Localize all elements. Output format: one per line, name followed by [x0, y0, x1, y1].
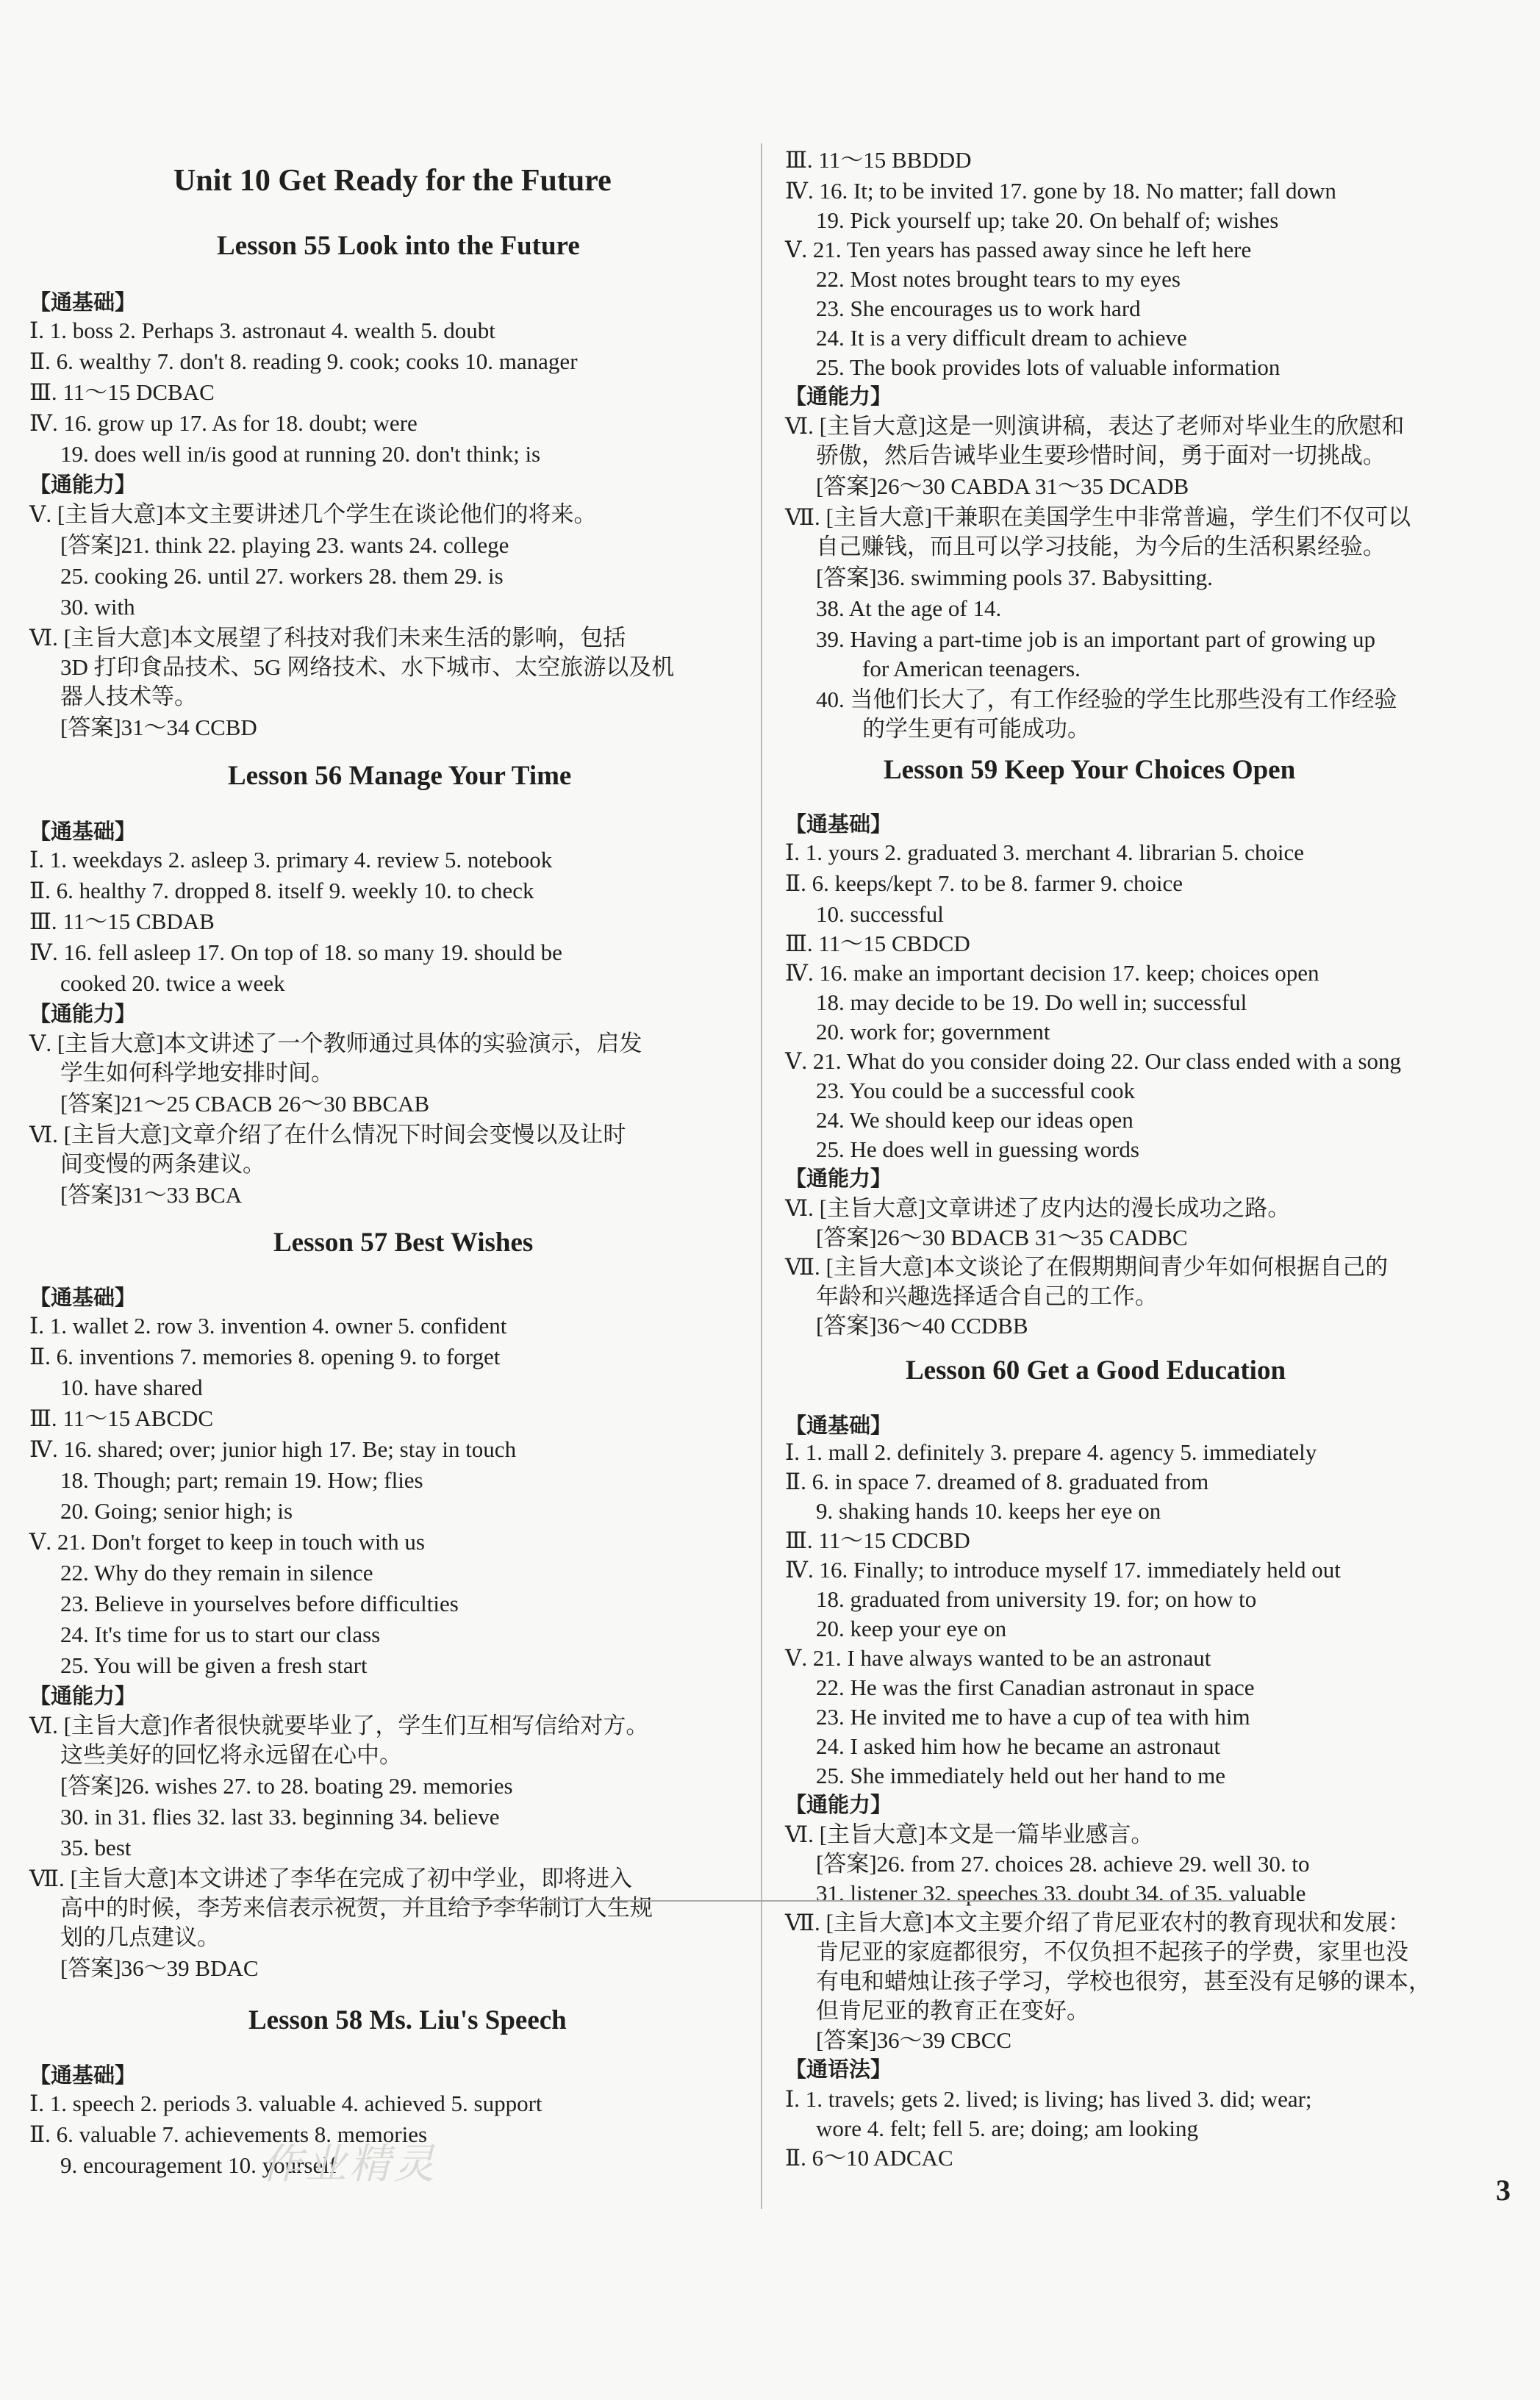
answer-line: Ⅴ. 21. What do you consider doing 22. Our class ended with a song	[785, 1048, 1402, 1074]
answer-line: Ⅴ. 21. I have always wanted to be an astronaut	[785, 1645, 1211, 1671]
answer-line: 20. work for; government	[816, 1019, 1050, 1045]
answer-line: Ⅲ. 11～15 BBDDD	[785, 147, 972, 173]
lesson-title: Lesson 56 Manage Your Time	[228, 761, 572, 791]
answer-line: [答案]36. swimming pools 37. Babysitting.	[816, 565, 1213, 590]
answer-line: 24. I asked him how he became an astronaut	[816, 1733, 1221, 1759]
answer-line: Ⅳ. 16. fell asleep 17. On top of 18. so many 19. should be	[29, 939, 562, 965]
section-heading: 【通能力】	[785, 1167, 892, 1191]
answer-line: cooked 20. twice a week	[60, 970, 285, 996]
answer-line: [答案]36～39 CBCC	[816, 2027, 1012, 2053]
answer-line: 24. We should keep our ideas open	[816, 1107, 1133, 1133]
section-heading: 【通基础】	[29, 1286, 137, 1310]
answer-line: 23. Believe in yourselves before difficulties	[60, 1591, 459, 1616]
section-heading: 【通能力】	[785, 385, 892, 409]
answer-line: 高中的时候，李芳来信表示祝贺，并且给予李华制订人生规	[60, 1895, 653, 1921]
answer-line: Ⅴ. 21. Ten years has passed away since he left here	[785, 237, 1252, 262]
answer-line: Ⅱ. 6. healthy 7. dropped 8. itself 9. weekly 10. to check	[29, 878, 534, 903]
answer-line: 22. Why do they remain in silence	[60, 1560, 373, 1586]
answer-line: 23. He invited me to have a cup of tea with him	[816, 1704, 1250, 1730]
answer-line: Ⅱ. 6～10 ADCAC	[785, 2145, 953, 2171]
answer-line: 39. Having a part-time job is an important part of growing up	[816, 626, 1376, 652]
answer-line: Ⅰ. 1. yours 2. graduated 3. merchant 4. librarian 5. choice	[785, 839, 1305, 865]
lesson-title: Lesson 60 Get a Good Education	[906, 1355, 1286, 1386]
answer-line: Ⅲ. 11～15 CBDAB	[29, 909, 215, 934]
answer-line: 38. At the age of 14.	[816, 595, 1002, 621]
section-heading: 【通能力】	[785, 1794, 892, 1817]
answer-line: 18. may decide to be 19. Do well in; successful	[816, 989, 1247, 1015]
answer-line: Ⅶ. [主旨大意]干兼职在美国学生中非常普遍，学生们不仅可以	[785, 504, 1411, 530]
answer-line: 25. You will be given a fresh start	[60, 1652, 368, 1678]
answer-line: 25. cooking 26. until 27. workers 28. them 29. is	[60, 563, 504, 589]
answer-line: 学生如何科学地安排时间。	[60, 1060, 334, 1086]
answer-line: 10. successful	[816, 901, 944, 927]
section-heading: 【通基础】	[785, 1414, 892, 1438]
answer-line: Ⅵ. [主旨大意]这是一则演讲稿，表达了老师对毕业生的欣慰和	[785, 413, 1405, 439]
answer-line: 23. She encourages us to work hard	[816, 295, 1141, 321]
column-divider	[761, 143, 762, 2209]
answer-line: 25. The book provides lots of valuable information	[816, 354, 1281, 380]
answer-line: 10. have shared	[60, 1375, 203, 1400]
answer-line: Ⅶ. [主旨大意]本文讲述了李华在完成了初中学业，即将进入	[29, 1866, 633, 1891]
answer-line: Ⅰ. 1. weekdays 2. asleep 3. primary 4. review 5. notebook	[29, 847, 553, 873]
answer-line: Ⅱ. 6. in space 7. dreamed of 8. graduated from	[785, 1469, 1209, 1494]
answer-line: 30. in 31. flies 32. last 33. beginning 34. believe	[60, 1804, 500, 1830]
answer-line: 19. Pick yourself up; take 20. On behalf of; wishes	[816, 207, 1279, 233]
answer-line: Ⅱ. 6. keeps/kept 7. to be 8. farmer 9. choice	[785, 870, 1183, 896]
answer-line: 35. best	[60, 1835, 132, 1860]
answer-line: 划的几点建议。	[60, 1924, 220, 1950]
section-heading: 【通能力】	[29, 1685, 137, 1708]
answer-line: 骄傲，然后告诫毕业生要珍惜时间，勇于面对一切挑战。	[816, 443, 1386, 468]
answer-line: [答案]26. from 27. choices 28. achieve 29. well 30. to	[816, 1851, 1310, 1877]
answer-line: Ⅳ. 16. Finally; to introduce myself 17. immediately held out	[785, 1557, 1341, 1583]
answer-line: Ⅴ. [主旨大意]本文讲述了一个教师通过具体的实验演示，启发	[29, 1031, 642, 1056]
answer-line: 24. It's time for us to start our class	[60, 1622, 381, 1647]
section-heading: 【通基础】	[29, 291, 137, 315]
answer-line: [答案]31～34 CCBD	[60, 714, 257, 740]
answer-line: 年龄和兴趣选择适合自己的工作。	[816, 1283, 1158, 1309]
answer-line: [答案]36～39 BDAC	[60, 1955, 259, 1981]
lesson-title: Lesson 59 Keep Your Choices Open	[884, 755, 1296, 785]
answer-line: 20. keep your eye on	[816, 1616, 1007, 1641]
answer-line: [答案]21. think 22. playing 23. wants 24. college	[60, 532, 509, 558]
answer-line: 40. 当他们长大了，有工作经验的学生比那些没有工作经验	[816, 687, 1397, 712]
answer-line: Ⅵ. [主旨大意]作者很快就要毕业了，学生们互相写信给对方。	[29, 1713, 649, 1738]
answer-line: 有电和蜡烛让孩子学习，学校也很穷，甚至没有足够的课本，	[816, 1969, 1431, 1994]
answer-line: Ⅲ. 11～15 ABCDC	[29, 1405, 214, 1431]
section-heading: 【通基础】	[29, 820, 137, 844]
answer-line: Ⅲ. 11～15 DCBAC	[29, 379, 215, 405]
answer-line: Ⅵ. [主旨大意]文章介绍了在什么情况下时间会变慢以及让时	[29, 1122, 626, 1147]
answer-line: [答案]31～33 BCA	[60, 1182, 243, 1208]
answer-line: 但肯尼亚的教育正在变好。	[816, 1998, 1089, 2024]
answer-line: 20. Going; senior high; is	[60, 1498, 293, 1524]
answer-line: 30. with	[60, 594, 135, 620]
answer-line: Ⅳ. 16. It; to be invited 17. gone by 18. No matter; fall down	[785, 178, 1336, 204]
answer-line: Ⅱ. 6. inventions 7. memories 8. opening 9. to forget	[29, 1344, 501, 1369]
section-heading: 【通基础】	[785, 813, 892, 837]
answer-line: Ⅵ. [主旨大意]本文是一篇毕业感言。	[785, 1822, 1154, 1847]
answer-line: [答案]26. wishes 27. to 28. boating 29. memories	[60, 1773, 513, 1799]
lesson-title: Lesson 57 Best Wishes	[273, 1228, 534, 1258]
answer-line: Ⅳ. 16. make an important decision 17. keep; choices open	[785, 960, 1319, 986]
answer-line: Ⅶ. [主旨大意]本文主要介绍了肯尼亚农村的教育现状和发展：	[785, 1910, 1411, 1935]
answer-line: 这些美好的回忆将永远留在心中。	[60, 1742, 402, 1768]
answer-line: 18. Though; part; remain 19. How; flies	[60, 1467, 423, 1493]
answer-line: for American teenagers.	[862, 656, 1081, 681]
page-number: 3	[1496, 2174, 1511, 2207]
answer-line: [答案]36～40 CCDBB	[816, 1313, 1028, 1339]
lesson-title: Lesson 55 Look into the Future	[217, 231, 580, 261]
unit-title: Unit 10 Get Ready for the Future	[173, 164, 612, 198]
answer-line: Ⅰ. 1. mall 2. definitely 3. prepare 4. agency 5. immediately	[785, 1439, 1317, 1465]
answer-line: 24. It is a very difficult dream to achieve	[816, 325, 1187, 351]
answer-line: 31. listener 32. speeches 33. doubt 34. of 35. valuable	[816, 1880, 1306, 1906]
answer-line: Ⅶ. [主旨大意]本文谈论了在假期期间青少年如何根据自己的	[785, 1254, 1389, 1280]
lesson-title: Lesson 58 Ms. Liu's Speech	[248, 2005, 567, 2035]
answer-line: Ⅲ. 11～15 CBDCD	[785, 931, 970, 956]
answer-line: Ⅱ. 6. valuable 7. achievements 8. memories	[29, 2121, 428, 2147]
answer-line: 的学生更有可能成功。	[862, 716, 1090, 742]
answer-line: 25. She immediately held out her hand to me	[816, 1763, 1226, 1788]
answer-line: [答案]26～30 BDACB 31～35 CADBC	[816, 1225, 1188, 1250]
answer-line: Ⅰ. 1. boss 2. Perhaps 3. astronaut 4. wealth 5. doubt	[29, 318, 495, 343]
answer-line: 3D 打印食品技术、5G 网络技术、水下城市、太空旅游以及机	[60, 654, 675, 680]
answer-line: 18. graduated from university 19. for; on how to	[816, 1586, 1257, 1612]
answer-line: Ⅰ. 1. wallet 2. row 3. invention 4. owner 5. confident	[29, 1313, 507, 1339]
section-heading: 【通能力】	[29, 1003, 137, 1026]
answer-line: Ⅴ. 21. Don't forget to keep in touch with us	[29, 1529, 425, 1555]
answer-line: wore 4. felt; fell 5. are; doing; am looking	[816, 2116, 1198, 2141]
answer-line: 25. He does well in guessing words	[816, 1136, 1139, 1162]
answer-line: Ⅰ. 1. travels; gets 2. lived; is living; has lived 3. did; wear;	[785, 2086, 1312, 2112]
section-heading: 【通语法】	[785, 2058, 892, 2082]
answer-line: 间变慢的两条建议。	[60, 1151, 265, 1177]
horizontal-rule	[294, 1900, 1235, 1902]
answer-line: 9. encouragement 10. yourself	[60, 2152, 337, 2178]
answer-line: 自己赚钱，而且可以学习技能，为今后的生活积累经验。	[816, 534, 1386, 559]
answer-line: Ⅱ. 6. wealthy 7. don't 8. reading 9. cook; cooks 10. manager	[29, 348, 578, 374]
answer-line: Ⅵ. [主旨大意]本文展望了科技对我们未来生活的影响，包括	[29, 625, 626, 651]
answer-line: 23. You could be a successful cook	[816, 1078, 1135, 1103]
answer-line: 22. Most notes brought tears to my eyes	[816, 266, 1181, 292]
answer-line: Ⅲ. 11～15 CDCBD	[785, 1527, 970, 1553]
answer-line: 肯尼亚的家庭都很穷，不仅负担不起孩子的学费，家里也没	[816, 1939, 1408, 1965]
answer-line: Ⅵ. [主旨大意]文章讲述了皮内达的漫长成功之路。	[785, 1195, 1291, 1221]
answer-line: 9. shaking hands 10. keeps her eye on	[816, 1498, 1161, 1524]
answer-line: 19. does well in/is good at running 20. don't think; is	[60, 441, 541, 467]
answer-line: Ⅰ. 1. speech 2. periods 3. valuable 4. achieved 5. support	[29, 2091, 542, 2116]
section-heading: 【通基础】	[29, 2064, 137, 2088]
watermark: 作业精灵	[261, 2141, 437, 2188]
answer-line: Ⅴ. [主旨大意]本文主要讲述几个学生在谈论他们的将来。	[29, 501, 597, 527]
answer-line: Ⅳ. 16. grow up 17. As for 18. doubt; were	[29, 410, 418, 436]
answer-line: [答案]21～25 CBACB 26～30 BBCAB	[60, 1091, 430, 1117]
section-heading: 【通能力】	[29, 473, 137, 497]
answer-line: 器人技术等。	[60, 684, 197, 709]
answer-line: [答案]26～30 CABDA 31～35 DCADB	[816, 473, 1189, 499]
answer-line: 22. He was the first Canadian astronaut in space	[816, 1674, 1255, 1700]
answer-line: Ⅳ. 16. shared; over; junior high 17. Be; stay in touch	[29, 1436, 517, 1462]
